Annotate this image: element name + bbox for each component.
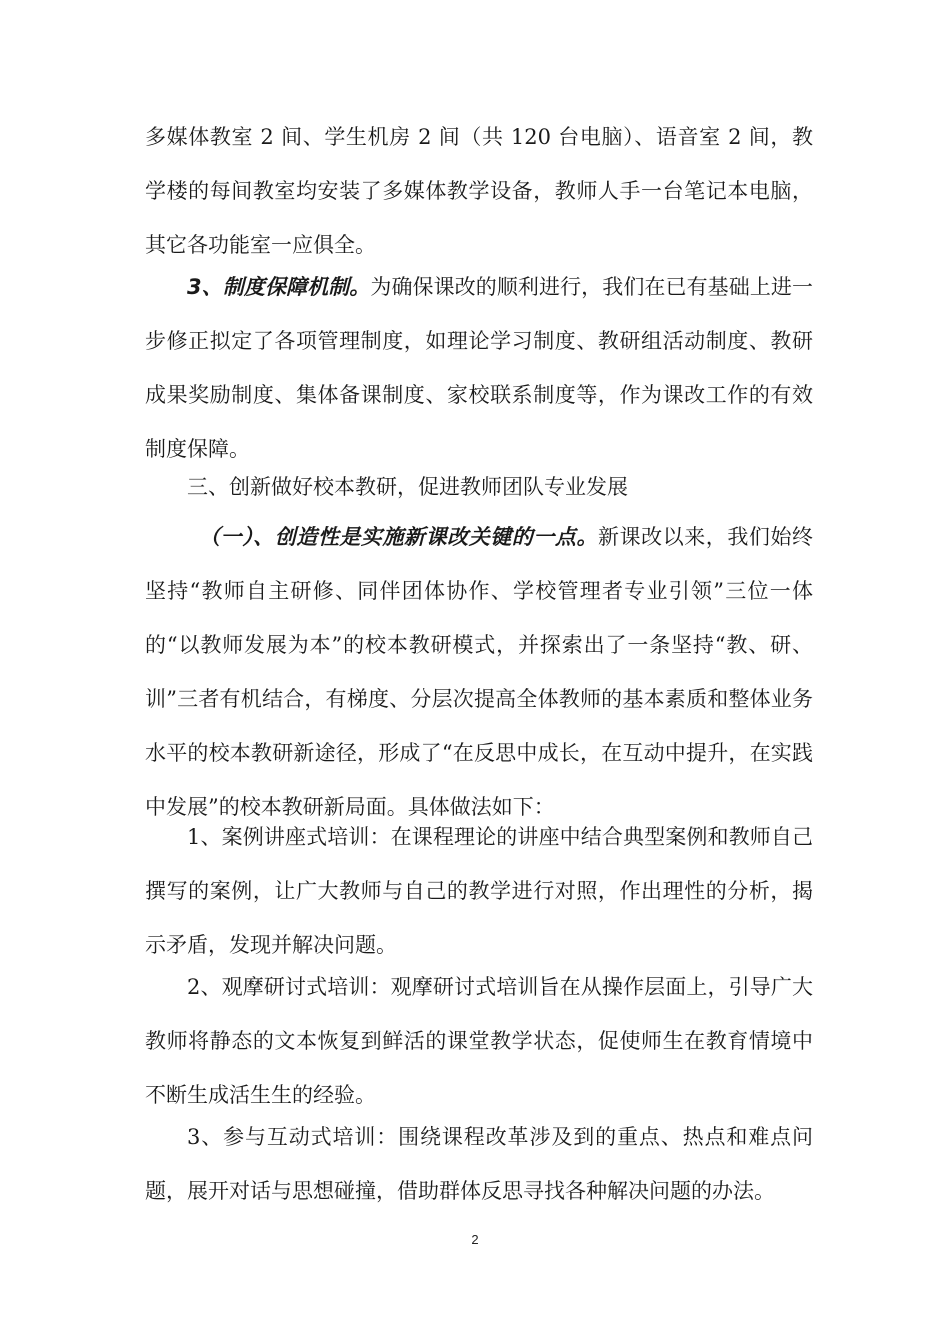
section-heading <box>145 460 813 514</box>
paragraph-heading: 3、制度保障机制。 <box>187 275 371 299</box>
paragraph-text: 1、案例讲座式培训：在课程理论的讲座中结合典型案例和教师自己撰写的案例，让广大教师与自己的教学进行对照，作出理性的分析，揭示矛盾，发现并解决问题。 <box>145 825 813 957</box>
paragraph-system-guarantee <box>145 260 813 476</box>
paragraph-interactive-training <box>145 1110 813 1218</box>
paragraph-text: 多媒体教室 2 间、学生机房 2 间（共 120 台电脑）、语音室 2 间，教学楼的每间教室均安装了多媒体教学设备，教师人手一台笔记本电脑，其它各功能室一应俱全。 <box>145 125 813 257</box>
paragraph-heading: （一）、创造性是实施新课改关键的一点。 <box>199 525 599 549</box>
paragraph-text: 新课改以来，我们始终坚持“教师自主研修、同伴团体协作、学校管理者专业引领”三位一体的“以教师发展为本”的校本教研模式，并探索出了一条坚持“教、研、训”三者有机结合，有梯度、分层次提高全体教师的基本素质和整体业务水平的校本教研新途径，形成了“在反思中成长，在互动中提升，在实践中发展”的校本教研新局面。具体做法如下： <box>145 525 814 819</box>
paragraph-observation-training <box>145 960 813 1122</box>
paragraph-case-training <box>145 810 813 972</box>
paragraph-text: 3、参与互动式培训：围绕课程改革涉及到的重点、热点和难点问题，展开对话与思想碰撞，借助群体反思寻找各种解决问题的办法。 <box>145 1125 813 1203</box>
paragraph-text: 为确保课改的顺利进行，我们在已有基础上进一步修正拟定了各项管理制度，如理论学习制度、教研组活动制度、教研成果奖励制度、集体备课制度、家校联系制度等，作为课改工作的有效制度保障。 <box>145 275 813 461</box>
paragraph-text: 2、观摩研讨式培训：观摩研讨式培训旨在从操作层面上，引导广大教师将静态的文本恢复到鲜活的课堂教学状态，促使师生在教育情境中不断生成活生生的经验。 <box>145 975 813 1107</box>
page-number: 2 <box>471 1232 479 1247</box>
section-heading-text: 三、创新做好校本教研，促进教师团队专业发展 <box>187 475 628 499</box>
paragraph-facilities <box>145 110 813 272</box>
paragraph-creativity <box>145 510 813 834</box>
